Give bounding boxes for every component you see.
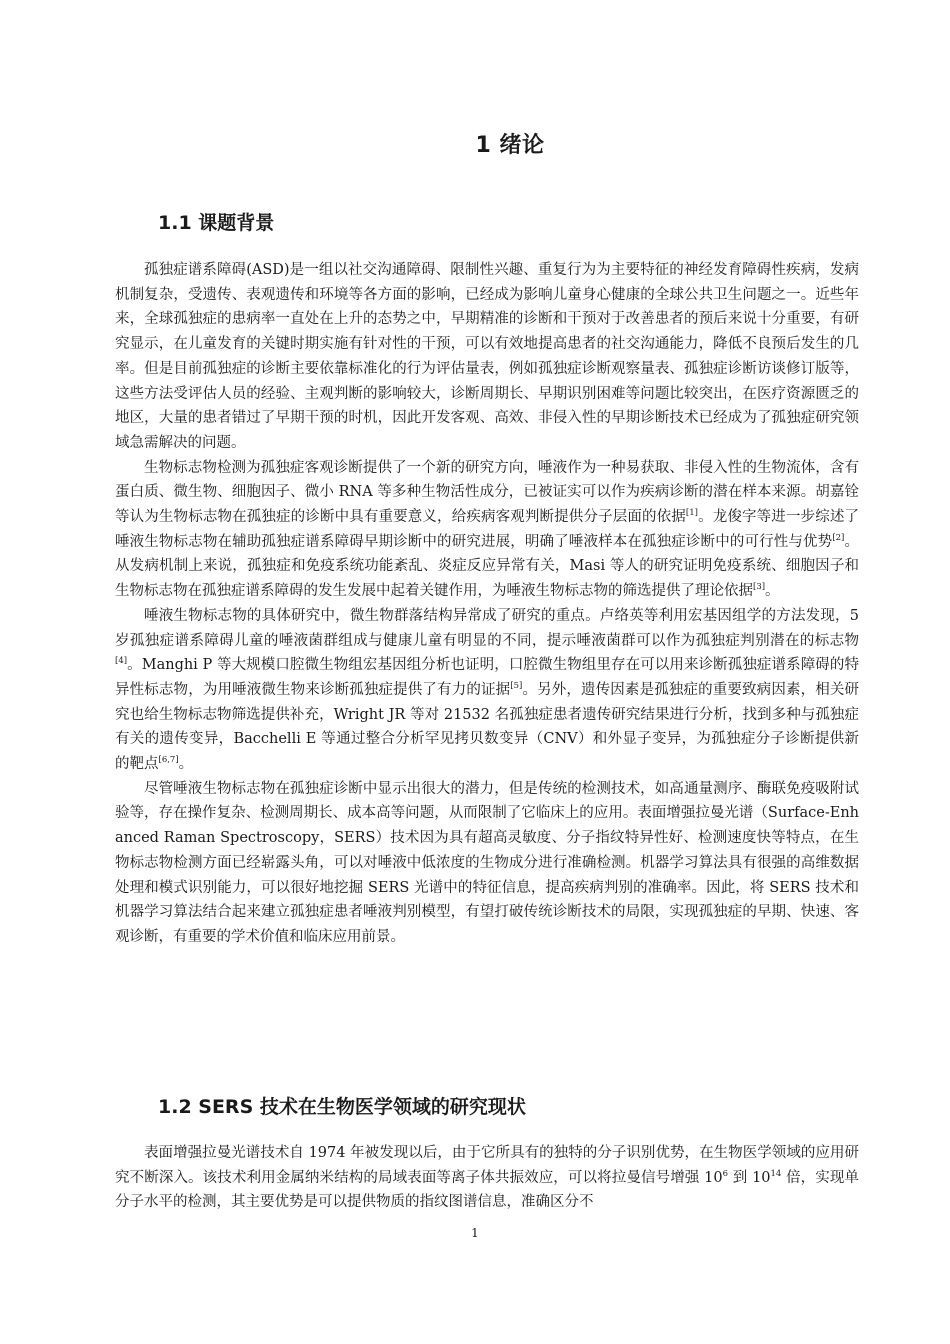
paragraph-text: 到 10: [728, 1169, 771, 1186]
paragraph-text: 。: [178, 756, 194, 773]
paragraph-text: 。龙俊字等进一步综述了唾液生物标志物在辅助孤独症谱系障碍早期诊断中的研究进展，明确了唾液样本在孤独症诊断中的可行性与优势: [115, 509, 859, 550]
section-body-background: [115, 258, 859, 950]
paragraph-text: 尽管唾液生物标志物在孤独症诊断中显示出很大的潜力，但是传统的检测技术，如高通量测序、酶联免疫吸附试验等，存在操作复杂、检测周期长、成本高等问题，从而限制了它临床上的应用。表面增强拉曼光谱（Surface-Enhanced Raman Spectroscopy，SERS）技术因为具有超高灵敏度、分子指纹特异性好、检测速度快等特点，在生物标志物检测方面已经崭露头角，可以对唾液中低浓度的生物成分进行准确检测。机器学习算法具有很强的高维数据处理和模式识别能力，可以很好地挖掘 SERS 光谱中的特征信息，提高疾病判别的准确率。因此，将 SERS 技术和机器学习算法结合起来建立孤独症患者唾液判别模型，有望打破传统诊断技术的局限，实现孤独症的早期、快速、客观诊断，有重要的学术价值和临床应用前景。: [115, 780, 859, 945]
superscript: [6,7]: [158, 755, 179, 766]
paragraph: [115, 258, 859, 456]
superscript: [4]: [115, 656, 128, 667]
paragraph-text: 。: [765, 583, 780, 600]
section-title-background: 1.1 课题背景: [158, 212, 275, 234]
paragraph-text: 。Manghi P 等大规模口腔微生物组宏基因组分析也证明，口腔微生物组里存在可以用来诊断孤独症谱系障碍的特异性标志物，为用唾液微生物来诊断孤独症提供了有力的证据: [115, 657, 859, 698]
superscript: 14: [770, 1168, 782, 1179]
paragraph-text: 唾液生物标志物的具体研究中，微生物群落结构异常成了研究的重点。卢络英等利用宏基因组学的方法发现，5 岁孤独症谱系障碍儿童的唾液菌群组成与健康儿童有明显的不同，提示唾液菌群可以作为孤独症判别潜在的标志物: [115, 607, 859, 649]
paragraph: [115, 604, 859, 777]
paragraph: [115, 1141, 859, 1215]
paragraph-text: 表面增强拉曼光谱技术自 1974 年被发现以后，由于它所具有的独特的分子识别优势，在生物医学领域的应用研究不断深入。该技术利用金属纳米结构的局域表面等离子体共振效应，可以将拉曼信号增强 10: [115, 1145, 859, 1186]
section-body-sers-research: [115, 1141, 859, 1215]
paragraph-text: 孤独症谱系障碍(ASD)是一组以社交沟通障碍、限制性兴趣、重复行为为主要特征的神经发育障碍性疾病，发病机制复杂，受遗传、表观遗传和环境等各方面的影响，已经成为影响儿童身心健康的全球公共卫生问题之一。近些年来，全球孤独症的患病率一直处在上升的态势之中，早期精准的诊断和干预对于改善患者的预后来说十分重要，有研究显示，在儿童发育的关键时期实施有针对性的干预，可以有效地提高患者的社交沟通能力，降低不良预后发生的几率。但是目前孤独症的诊断主要依靠标准化的行为评估量表，例如孤独症诊断观察量表、孤独症诊断访谈修订版等，这些方法受评估人员的经验、主观判断的影响较大，诊断周期长、早期识别困难等问题比较突出，在医疗资源匮乏的地区，大量的患者错过了早期干预的时机，因此开发客观、高效、非侵入性的早期诊断技术已经成为了孤独症研究领域急需解决的问题。: [115, 262, 859, 451]
section-title-sers-research: 1.2 SERS 技术在生物医学领域的研究现状: [158, 1096, 526, 1118]
paragraph-text: 倍，实现单分子水平的检测，其主要优势是可以提供物质的指纹图谱信息，准确区分不: [115, 1169, 860, 1211]
superscript: 6: [722, 1168, 729, 1179]
paragraph-text: 生物标志物检测为孤独症客观诊断提供了一个新的研究方向，唾液作为一种易获取、非侵入性的生物流体，含有蛋白质、微生物、细胞因子、微小 RNA 等多种生物活性成分，已被证实可以作为疾病诊断的潜在样本来源。胡嘉铨等认为生物标志物在孤独症的诊断中具有重要意义，给疾病客观判断提供分子层面的依据: [115, 459, 859, 526]
paragraph: [115, 777, 859, 950]
superscript: [5]: [510, 680, 523, 691]
paragraph-text: 。从发病机制上来说，孤独症和免疫系统功能紊乱、炎症反应异常有关，Masi 等人的研究证明免疫系统、细胞因子和生物标志物在孤独症谱系障碍的发生发展中起着关键作用，为唾液生物标志物的筛选提供了理论依据: [115, 533, 859, 600]
paragraph: [115, 456, 859, 604]
superscript: [2]: [832, 532, 845, 543]
superscript: [3]: [753, 582, 766, 593]
chapter-title: 1 绪论: [475, 133, 545, 158]
paragraph-text: 。另外，遗传因素是孤独症的重要致病因素，相关研究也给生物标志物筛选提供补充，Wright JR 等对 21532 名孤独症患者遗传研究结果进行分析，找到多种与孤独症有关的遗传变异，Bacchelli E 等通过整合分析罕见拷贝数变异（CNV）和外显子变异，为孤独症分子诊断提供新的靶点: [115, 681, 860, 773]
page-number: 1: [471, 1226, 479, 1240]
superscript: [1]: [685, 508, 698, 519]
